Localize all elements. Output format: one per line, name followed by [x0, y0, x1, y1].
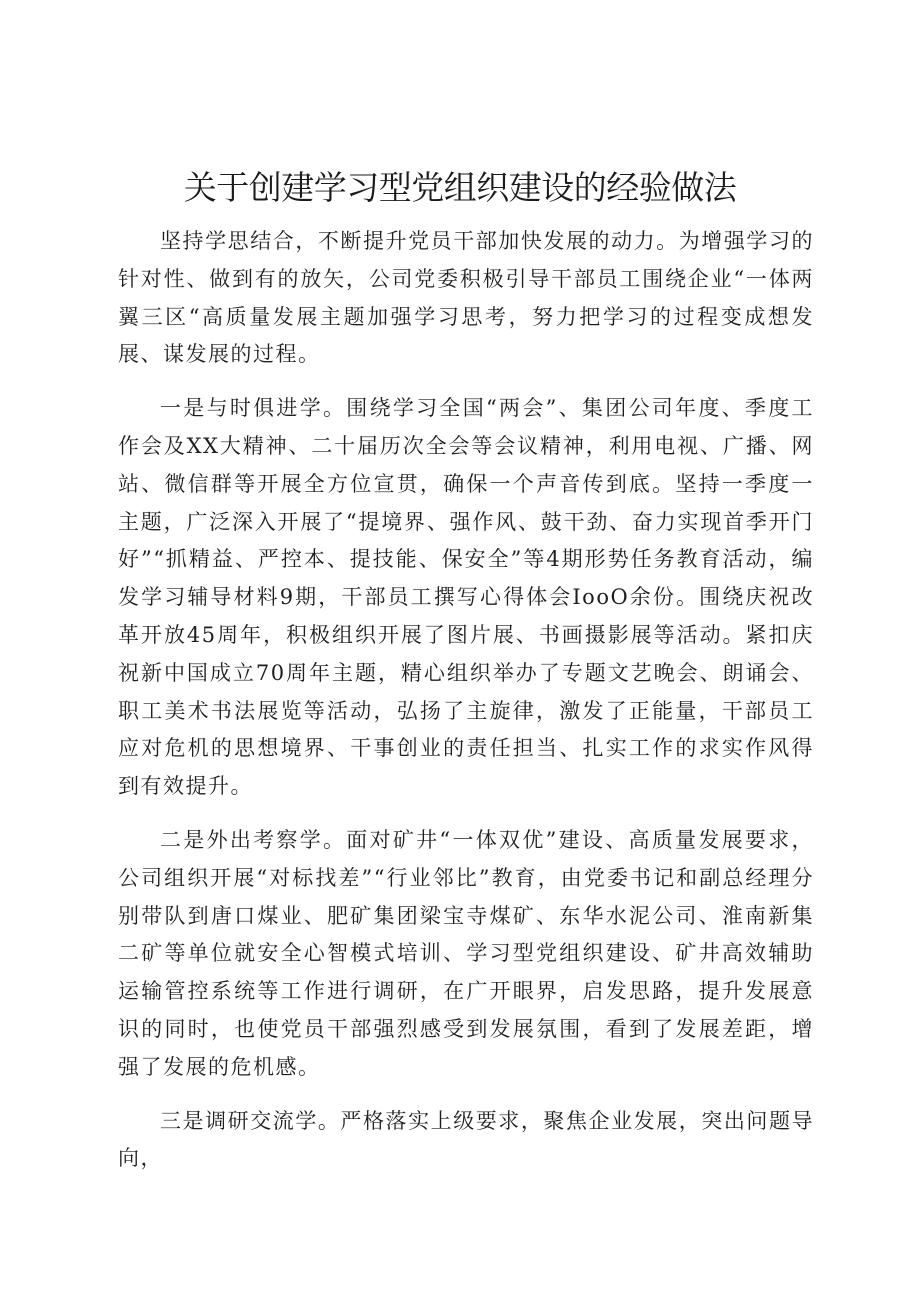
paragraph-intro: 坚持学思结合，不断提升党员干部加快发展的动力。为增强学习的针对性、做到有的放矢，公司党委积极引导干部员工围绕企业“一体两翼三区“高质量发展主题加强学习思考，努力把学习的过程变成想发展、谋发展的过程。	[118, 229, 814, 367]
document-title: 关于创建学习型党组织建设的经验做法	[183, 168, 737, 207]
paragraph-point-one: 一是与时俱进学。围绕学习全国“两会”、集团公司年度、季度工作会及XX大精神、二十届历次全会等会议精神，利用电视、广播、网站、微信群等开展全方位宣贯，确保一个声音传到底。坚持一季度一主题，广泛深入开展了“提境界、强作风、鼓干劲、奋力实现首季开门好”“抓精益、严控本、提技能、保安全”等4期形势任务教育活动，编发学习辅导材料9期，干部员工撰写心得体会IooO余份。围绕庆祝改革开放45周年，积极组织开展了图片展、书画摄影展等活动。紧扣庆祝新中国成立70周年主题，精心组织举办了专题文艺晚会、朗诵会、职工美术书法展览等活动，弘扬了主旋律，激发了正能量，干部员工应对危机的思想境界、干事创业的责任担当、扎实工作的求实作风得到有效提升。	[118, 396, 814, 799]
document-body	[118, 223, 814, 1194]
paragraph-point-two: 二是外出考察学。面对矿井“一体双优”建设、高质量发展要求，公司组织开展“对标找差”“行业邻比”教育，由党委书记和副总经理分别带队到唐口煤业、肥矿集团梁宝寺煤矿、东华水泥公司、淮南新集二矿等单位就安全心智模式培训、学习型党组织建设、矿井高效辅助运输管控系统等工作进行调研，在广开眼界，启发思路，提升发展意识的同时，也使党员干部强烈感受到发展氛围，看到了发展差距，增强了发展的危机感。	[118, 827, 814, 1079]
paragraph-point-three: 三是调研交流学。严格落实上级要求，聚焦企业发展，突出问题导向，	[118, 1108, 814, 1171]
